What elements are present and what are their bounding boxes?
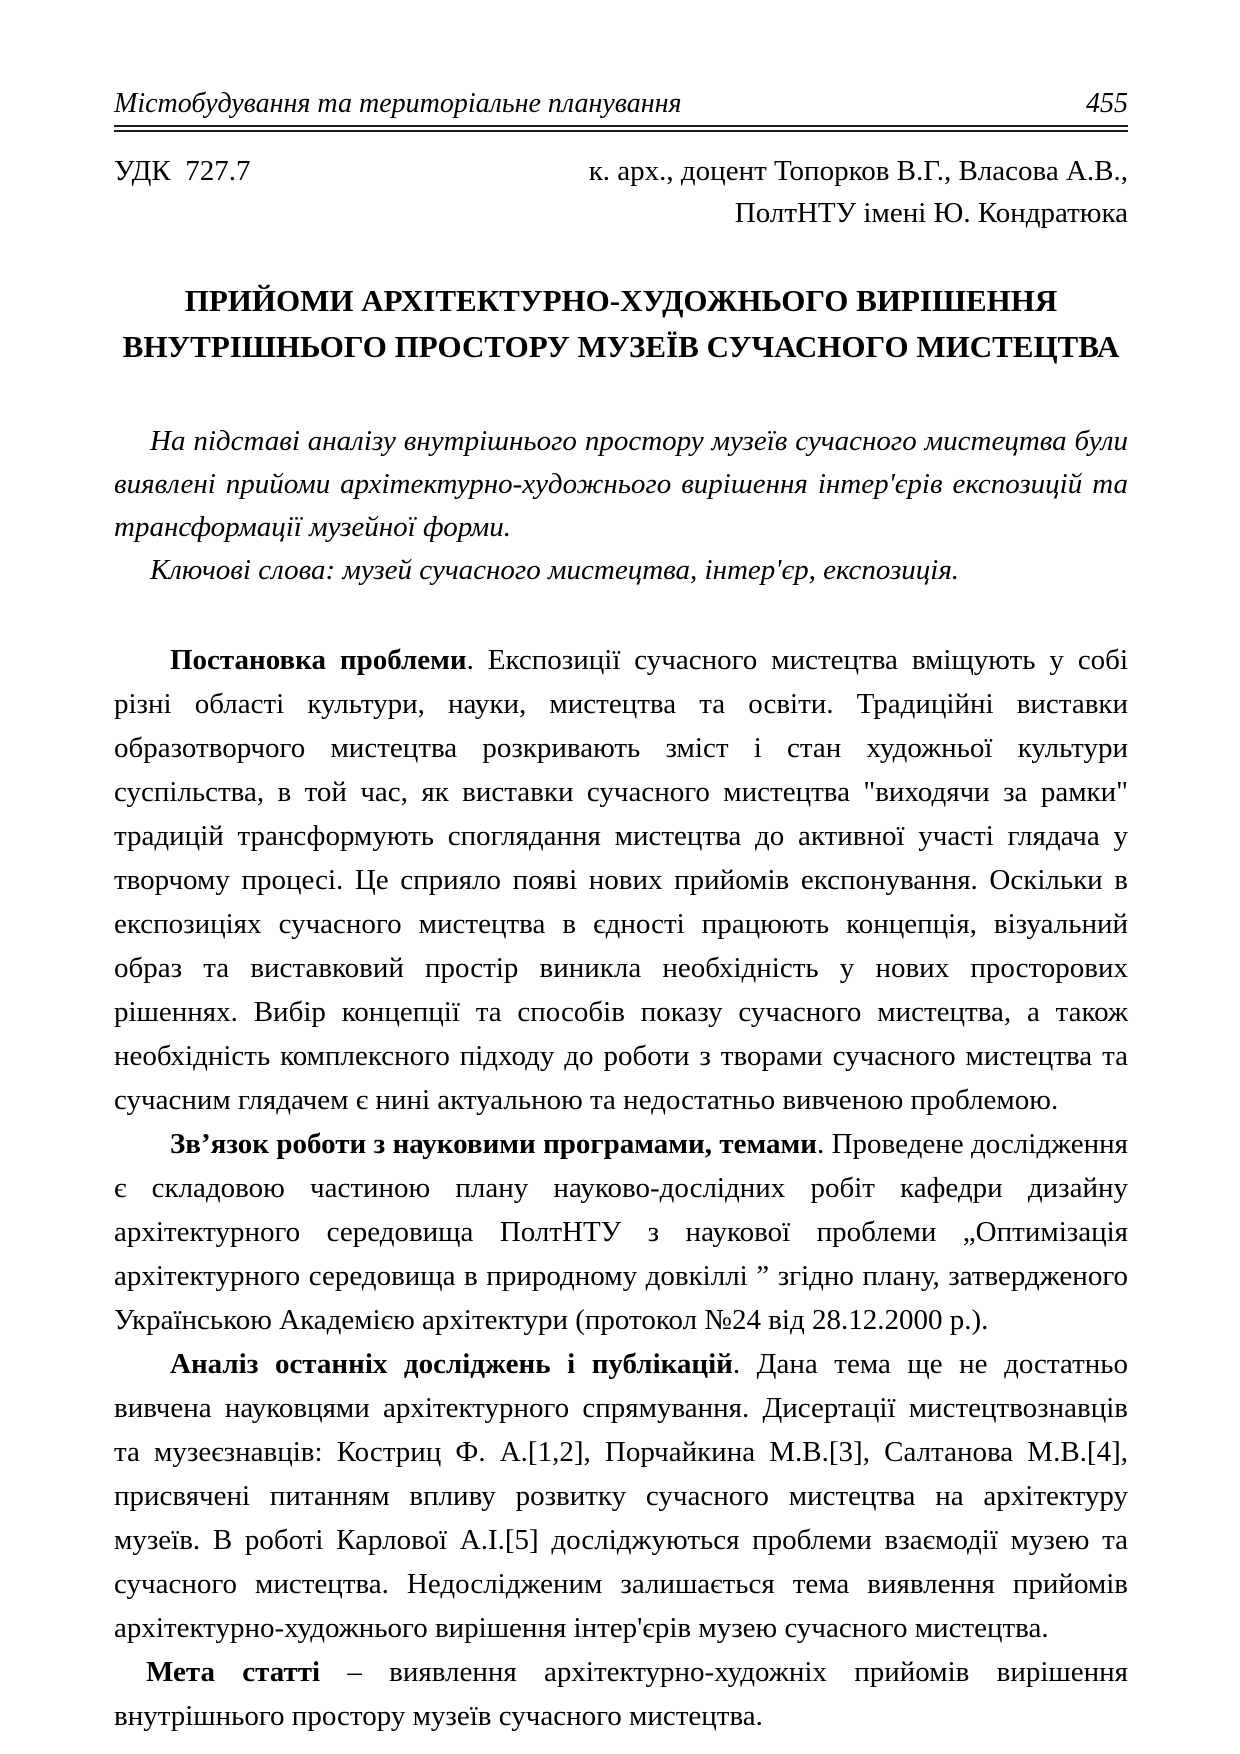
- paragraph-text: – виявлення архітектурно-художніх прийомів вирішення внутрішнього простору музеїв сучасного мистецтва.: [114, 1656, 1129, 1732]
- running-head: [114, 86, 1128, 121]
- authors-block: [589, 150, 1128, 234]
- page-number: 455: [1086, 88, 1128, 119]
- journal-title: Містобудування та територіальне планування: [114, 88, 682, 119]
- article-body: [114, 638, 1128, 1738]
- udc-code: УДК 727.7: [114, 155, 251, 187]
- paragraph-lead: Постановка проблеми: [170, 644, 467, 676]
- affiliation-line: ПолтНТУ імені Ю. Кондратюка: [734, 197, 1128, 229]
- paragraph-text: . Проведене дослідження є складовою частиною плану науково-дослідних робіт кафедри дизайну архітектурного середовища ПолтНТУ з наукової проблеми „Оптимізація архітектурного середовища в природному довкіллі ” згідно плану, затвердженого Українською Академією архітектури (протокол №24 від 28.12.2000 р.).: [114, 1128, 1128, 1336]
- paragraph-text: . Експозиції сучасного мистецтва вміщують у собі різні області культури, науки, мистецтва та освіти. Традиційні виставки образотворчого мистецтва розкривають зміст і стан художньої культури суспільства, в той час, як виставки сучасного мистецтва "виходячи за рамки" традицій трансформують споглядання мистецтва до активної участі глядача у творчому процесі. Це сприяло появі нових прийомів експонування. Оскільки в експозиціях сучасного мистецтва в єдності працюють концепція, візуальний образ та виставковий простір виникла необхідність у нових просторових рішеннях. Вибір концепції та способів показу сучасного мистецтва, а також необхідність комплексного підходу до роботи з творами сучасного мистецтва та сучасним глядачем є нині актуальною та недостатньо вивченою проблемою.: [114, 644, 1128, 1116]
- udc-authors-row: [114, 150, 1128, 234]
- paragraph-article-goal: [114, 1650, 1128, 1738]
- abstract-text: На підставі аналізу внутрішнього простору музеїв сучасного мистецтва були виявлені прийоми архітектурно-художнього вирішення інтер'єрів експозицій та трансформації музейної форми.: [114, 425, 1128, 543]
- paragraph-problem-statement: [114, 638, 1128, 1122]
- paragraph-lead: Зв’язок роботи з науковими програмами, темами: [170, 1128, 817, 1160]
- keywords-line: Ключові слова: музей сучасного мистецтва, інтер'єр, експозиція.: [150, 554, 960, 586]
- title-line-2: ВНУТРІШНЬОГО ПРОСТОРУ МУЗЕЇВ СУЧАСНОГО МИСТЕЦТВА: [122, 329, 1120, 364]
- paragraph-research-link: [114, 1122, 1128, 1342]
- authors-line: к. арх., доцент Топорков В.Г., Власова А.В.,: [588, 155, 1128, 187]
- article-title: [114, 278, 1128, 370]
- title-line-1: ПРИЙОМИ АРХІТЕКТУРНО-ХУДОЖНЬОГО ВИРІШЕННЯ: [184, 283, 1058, 318]
- paragraph-lead: Мета статті: [146, 1656, 321, 1688]
- paragraph-recent-research: [114, 1342, 1128, 1650]
- header-double-rule: [114, 125, 1128, 132]
- paragraph-lead: Аналіз останніх досліджень і публікацій: [170, 1348, 733, 1380]
- paragraph-text: . Дана тема ще не достатньо вивчена науковцями архітектурного спрямування. Дисертації мистецтвознавців та музеєзнавців: Костриц Ф. А.[1,2], Порчайкина М.В.[3], Салтанова М.В.[4], присвячені питанням впливу розвитку сучасного мистецтва на архітектуру музеїв. В роботі Карлової А.І.[5] досліджуються проблеми взаємодії музею та сучасного мистецтва. Недослідженим залишається тема виявлення прийомів архітектурно-художнього вирішення інтер'єрів музею сучасного мистецтва.: [114, 1348, 1128, 1644]
